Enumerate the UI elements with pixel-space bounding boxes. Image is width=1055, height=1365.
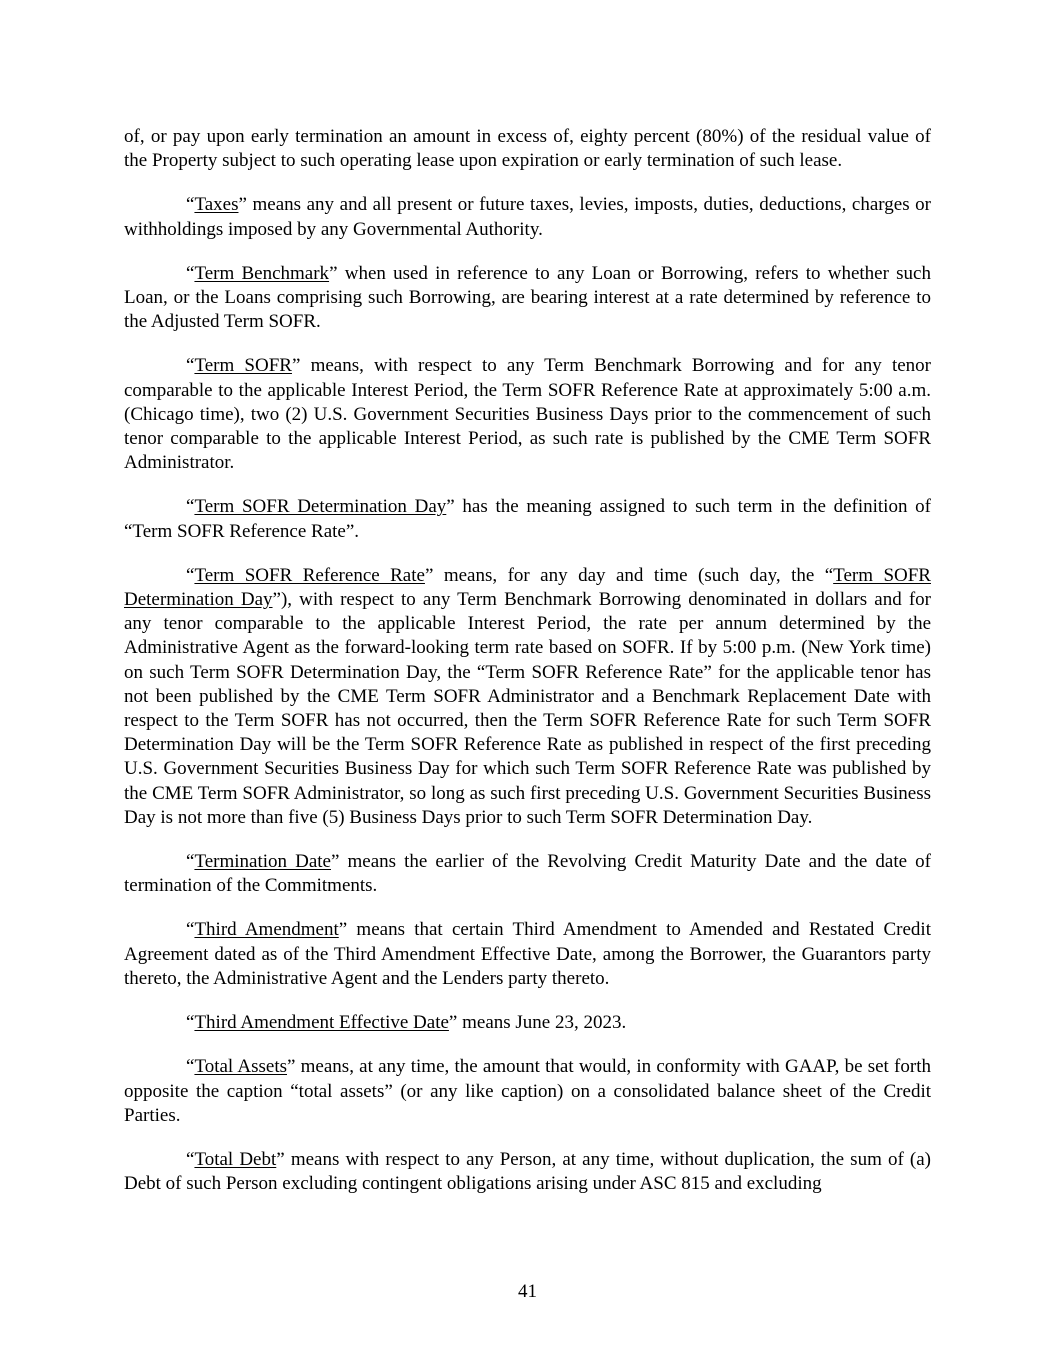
defined-term: Total Debt [194,1148,277,1170]
definition-termination-date [124,850,931,898]
definition-text: ”), with respect to any Term Benchmark Borrowing denominated in dollars and for any tenor comparable to the applicable Interest Period, the rate per annum determined by the Administrative Agent as the forward-looking term rate based on SOFR. If by 5:00 p.m. (New York time) on such Term SOFR Determination Day, the “Term SOFR Reference Rate” for the applicable tenor has not been published by the CME Term SOFR Administrator and a Benchmark Replacement Date with respect to the Term SOFR has not occurred, then the Term SOFR Reference Rate for such Term SOFR Determination Day will be the Term SOFR Reference Rate as published in respect of the first preceding U.S. Government Securities Business Day for which such Term SOFR Reference Rate was published by the CME Term SOFR Administrator, so long as such first preceding U.S. Government Securities Business Day is not more than five (5) Business Days prior to such Term SOFR Determination Day. [124,589,931,828]
document-body [124,125,931,1216]
definition-term-sofr [124,354,931,475]
definition-third-amendment-effective-date [124,1011,931,1035]
definition-text: ” means the earlier of the Revolving Credit Maturity Date and the date of termination of the Commitments. [124,851,931,897]
open-quote: “ [186,919,195,941]
definition-text: ” means June 23, 2023. [448,1012,627,1034]
open-quote: “ [186,851,195,873]
open-quote: “ [186,194,195,216]
paragraph-text: of, or pay upon early termination an amount in excess of, eighty percent (80%) of the residual value of the Property subject to such operating lease upon expiration or early termination of such lease. [124,126,931,172]
definition-term-sofr-reference-rate [124,564,931,830]
open-quote: “ [186,1148,195,1170]
defined-term: Termination Date [194,851,331,873]
defined-term: Third Amendment Effective Date [194,1012,449,1034]
defined-term-inline: Term SOFR Determination Day [124,564,931,611]
definition-text: ” means, with respect to any Term Benchmark Borrowing and for any tenor comparable to the applicable Interest Period, the Term SOFR Reference Rate at approximately 5:00 a.m. (Chicago time), two (2) U.S. Government Securities Business Days prior to the commencement of such tenor comparable to the applicable Interest Period, as such rate is published by the CME Term SOFR Administrator. [124,355,931,474]
definition-term-sofr-determination-day [124,495,931,543]
definition-third-amendment [124,918,931,991]
defined-term: Third Amendment [194,919,339,941]
definition-text-middle: ” means, for any day and time (such day, the “ [424,564,834,586]
open-quote: “ [186,262,195,284]
open-quote: “ [186,564,195,586]
definition-text: ” means that certain Third Amendment to Amended and Restated Credit Agreement dated as of the Third Amendment Effective Date, among the Borrower, the Guarantors party thereto, the Administrative Agent and the Lenders party thereto. [124,919,931,989]
open-quote: “ [186,355,195,377]
definition-total-debt [124,1148,931,1196]
defined-term: Term SOFR Determination Day [194,496,447,518]
defined-term: Term SOFR Reference Rate [194,564,425,586]
definition-text: ” has the meaning assigned to such term in the definition of “Term SOFR Reference Rate”. [124,496,931,542]
definition-term-benchmark [124,262,931,335]
definition-text: ” means any and all present or future taxes, levies, imposts, duties, deductions, charges or withholdings imposed by any Governmental Authority. [124,194,931,240]
definition-text: ” when used in reference to any Loan or Borrowing, refers to whether such Loan, or the Loans comprising such Borrowing, are bearing interest at a rate determined by reference to the Adjusted Term SOFR. [124,262,931,333]
definition-text: ” means with respect to any Person, at any time, without duplication, the sum of (a) Debt of such Person excluding contingent obligations arising under ASC 815 and excluding [124,1148,931,1195]
open-quote: “ [186,1056,195,1078]
page-number: 41 [518,1281,537,1302]
open-quote: “ [186,1012,195,1034]
open-quote: “ [186,496,195,518]
definition-taxes [124,193,931,241]
defined-term: Term Benchmark [194,262,330,284]
defined-term: Taxes [194,194,239,216]
definition-text: ” means, at any time, the amount that would, in conformity with GAAP, be set forth opposite the caption “total assets” (or any like caption) on a consolidated balance sheet of the Credit Parties. [124,1056,931,1126]
defined-term: Term SOFR [194,355,292,377]
defined-term: Total Assets [194,1056,287,1078]
paragraph-lease-continuation [124,125,931,173]
definition-total-assets [124,1055,931,1128]
